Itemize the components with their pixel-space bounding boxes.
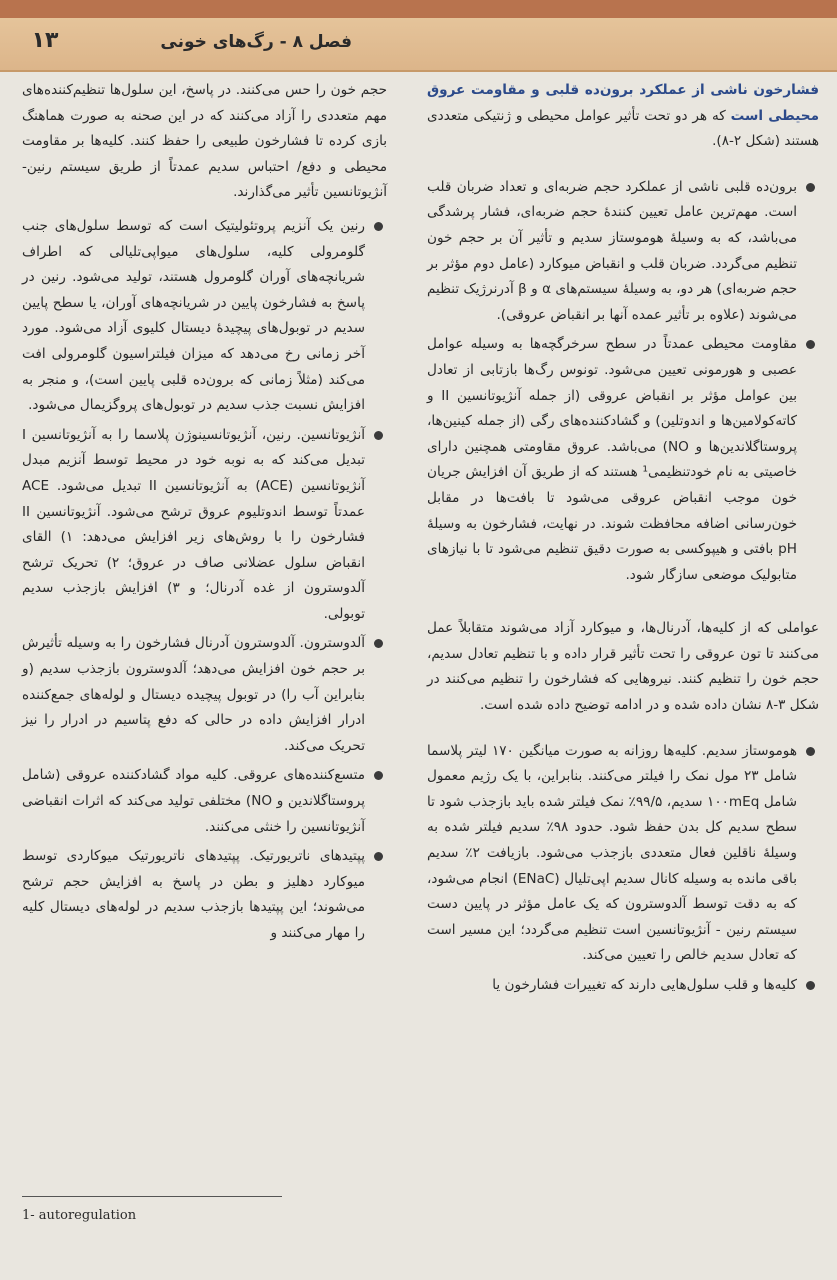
intro-text: که هر دو تحت تأثیر عوامل محیطی و ژنتیکی متعددی هستند (شکل ۲-۸).: [427, 107, 819, 150]
page-number: ۱۳: [31, 28, 59, 53]
bullet-renin: رنین یک آنزیم پروتئولیتیک است که توسط سلول‌های جنب گلومرولی کلیه، سلول‌های میواپی‌تلیالی که اطراف شریانچه‌های آوران گلومرول هستند، تولید می‌شود. رنین در پاسخ به فشارخون پایین در شریانچه‌های آوران، یا سطح پایین سدیم در توبول‌های پیچیدهٔ دیستال کلیوی آزاد می‌شود. مورد آخر زمانی رخ می‌دهد که میزان فیلتراسیون گلومرولی افت می‌کند (مثلاً زمانی که برون‌ده قلبی پایین است)، و منجر به افزایش نسبت جذب سدیم در توبول‌های پروگزیمال می‌شود.: [22, 214, 387, 419]
footnote-divider: [22, 1196, 282, 1197]
intro-paragraph: [427, 78, 819, 155]
bullet-natriuretic-peptides: پپتیدهای ناتریورتیک. پپتیدهای ناتریورتیک میوکاردی توسط میوکارد دهلیز و بطن در پاسخ به افزایش حجم ترشح می‌شوند؛ این پپتیدها بازجذب سدیم در لوله‌های دیستال کلیه را مهار می‌کنند و: [22, 844, 387, 946]
bullet-angiotensin: آنژیوتانسین. رنین، آنژیوتانسینوژن پلاسما را به آنژیوتانسین I تبدیل می‌کند که به نوبه خود در محیط توسط آنزیم مبدل آنژیوتانسین (ACE) به آنژیوتانسین II تبدیل می‌شود. ACE عمدتاً توسط اندوتلیوم عروق ترشح می‌شود. آنژیوتانسین II فشارخون را با روش‌های زیر افزایش می‌دهد: ۱) القای انقباض سلول عضلانی صاف در عروق؛ ۲) تحریک ترشح آلدوسترون از غده آدرنال؛ و ۳) افزایش بازجذب سدیم توبولی.: [22, 423, 387, 628]
sodium-list: [427, 739, 819, 999]
factors-list: [427, 175, 819, 589]
bullet-aldosterone: آلدوسترون. آلدوسترون آدرنال فشارخون را به وسیله تأثیرش بر حجم خون افزایش می‌دهد؛ آلدوسترون بازجذب سدیم (و بنابراین آب را) در توبول پیچیده دیستال و لوله‌های جمع‌کننده ادرار افزایش داده در حالی که دفع پتاسیم در ادرار را نیز تحریک می‌کند.: [22, 631, 387, 759]
page-header: [0, 0, 837, 72]
bullet-kidney-heart-sensors: کلیه‌ها و قلب سلول‌هایی دارند که تغییرات فشارخون یا: [427, 973, 819, 999]
continuation-paragraph: حجم خون را حس می‌کنند. در پاسخ، این سلول‌ها تنظیم‌کننده‌های مهم متعددی را آزاد می‌کنند که در این صحنه به صورت هماهنگ بازی کرده تا فشارخون طبیعی را حفظ کنند. کلیه‌ها بر مقاومت محیطی و دفع/ احتباس سدیم عمدتاً از طریق سیستم رنین- آنژیوتانسین تأثیر می‌گذارند.: [22, 82, 387, 201]
bullet-sodium-homeostasis: هوموستاز سدیم. کلیه‌ها روزانه به صورت میانگین ۱۷۰ لیتر پلاسما شامل ۲۳ مول نمک را فیلتر می‌کنند. بنابراین، با یک رژیم معمول شامل ۱۰۰mEq سدیم، ۹۹/۵٪ نمک فیلتر شده باید بازجذب شود تا سطح سدیم کل بدن حفظ شود. حدود ۹۸٪ سدیم فیلتر شده به وسیلهٔ ناقلین فعال متعددی بازجذب می‌شود. بازیافت ۲٪ سدیم باقی مانده به وسیله کانال سدیم اپی‌تلیال (ENaC) انجام می‌شود، که به دقت توسط آلدوسترون که یک عامل مؤثر در پایین دست سیستم رنین - آنژیوتانسین است تنظیم می‌گردد؛ این مسیر است که تعادل سدیم خالص را تعیین می‌کند.: [427, 739, 819, 969]
bullet-vasodilators: متسع‌کننده‌های عروقی. کلیه مواد گشادکننده عروقی (شامل پروستاگلاندین و NO) مختلفی تولید می‌کند که اثرات انقباضی آنژیوتانسین را خنثی می‌کنند.: [22, 763, 387, 840]
header-accent-bar: [0, 0, 837, 18]
chapter-title: فصل ۸ - رگ‌های خونی: [160, 32, 352, 52]
bullet-peripheral-resistance: مقاومت محیطی عمدتاً در سطح سرخرگچه‌ها به وسیله عوامل عصبی و هورمونی تعیین می‌شود. تونوس رگ‌ها بازتابی از تعادل بین عوامل مؤثر بر انقباض عروقی (از جمله آنژیوتانسین II و کاته‌کولامین‌ها و اندوتلین) و گشادکننده‌های رگی (از جمله کینین‌ها، پروستاگلاندین‌ها و NO) می‌باشد. عروق مقاومتی همچنین دارای خاصیتی به نام خودتنظیمی¹ هستند که از طریق آن افزایش جریان خون موجب انقباض عروقی می‌شود تا بافت‌ها در مقابل خون‌رسانی اضافه محافظت شوند. در نهایت، فشارخون به وسیلهٔ pH بافتی و هیپوکسی به صورت دقیق تنظیم می‌شود تا با نیازهای متابولیک موضعی سازگار شود.: [427, 332, 819, 588]
bullet-cardiac-output: برون‌ده قلبی ناشی از عملکرد حجم ضربه‌ای و تعداد ضربان قلب است. مهم‌ترین عامل تعیین کنندهٔ حجم ضربه‌ای، فشار پرشدگی می‌باشد، که به وسیلهٔ هوموستاز سدیم و تأثیر آن بر حجم خون تنظیم می‌گردد. ضربان قلب و انقباض میوکارد (عامل دوم مؤثر بر حجم ضربه‌ای) هر دو، به وسیلهٔ سیستم‌های α و β آدرنرژیک تنظیم می‌شوند (علاوه بر تأثیر عمده آنها بر انقباض عروقی).: [427, 175, 819, 329]
intro-heading: فشارخون ناشی از عملکرد برون‌ده قلبی و مقاومت عروق محیطی است: [427, 82, 819, 124]
left-column: [22, 78, 387, 951]
regulators-list: [22, 214, 387, 947]
regulators-paragraph: عواملی که از کلیه‌ها، آدرنال‌ها، و میوکارد آزاد می‌شوند متقابلاً عمل می‌کنند تا تون عروقی را تحت تأثیر قرار داده و با تنظیم تعادل سدیم، حجم خون را تنظیم کنند. نیروهایی که فشارخون را تنظیم می‌کنند در شکل ۳-۸ نشان داده شده و در ادامه توضیح داده شده است.: [427, 620, 819, 714]
right-column: [427, 78, 819, 1003]
footnote: 1- autoregulation: [22, 1208, 137, 1223]
